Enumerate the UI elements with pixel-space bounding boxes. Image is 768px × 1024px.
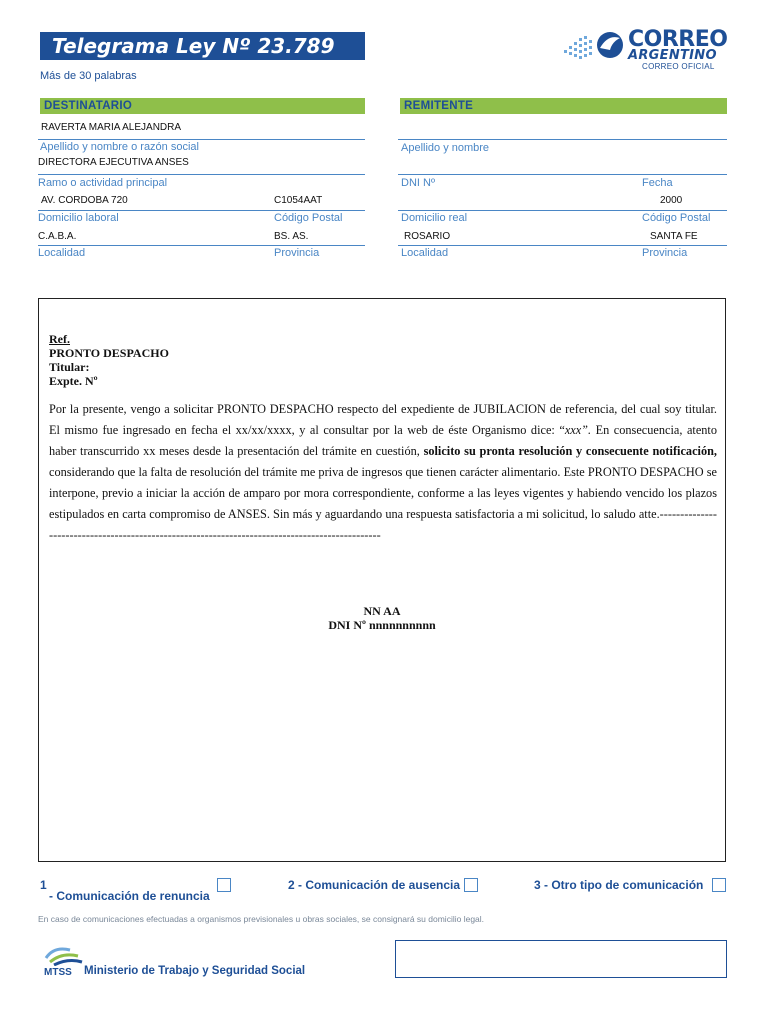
letter-expte: Expte. Nº bbox=[49, 374, 98, 388]
remitente-province-value[interactable]: SANTA FE bbox=[650, 231, 698, 242]
remitente-province-label: Provincia bbox=[642, 247, 688, 259]
remitente-top-rule bbox=[398, 139, 727, 140]
letter-body-part2: En consecuencia, atento haber transcurrido xx meses desde la presentación del trámite en cuestión, bbox=[49, 423, 717, 458]
remitente-dni-label: DNI Nº bbox=[401, 177, 435, 189]
mtss-acronym: MTSS bbox=[44, 967, 72, 978]
footer-note: En caso de comunicaciones efectuadas a organismos previsionales u obras sociales, se consignará su domicilio legal. bbox=[38, 914, 485, 924]
document-title: Telegrama Ley Nº 23.789 bbox=[52, 34, 335, 58]
remitente-date-label: Fecha bbox=[642, 177, 673, 189]
remitente-name-label: Apellido y nombre bbox=[401, 142, 490, 154]
remitente-postal-value[interactable]: 2000 bbox=[660, 195, 683, 206]
letter-reference-block bbox=[49, 332, 169, 388]
remitente-address-label: Domicilio real bbox=[401, 212, 468, 224]
letter-subject: PRONTO DESPACHO bbox=[49, 346, 169, 360]
remitente-heading: REMITENTE bbox=[400, 98, 727, 114]
letter-body-bold: solicito su pronta resolución y consecuente notificación, bbox=[423, 444, 718, 458]
remitente-locality-rule bbox=[398, 245, 727, 246]
logo-correo: CORREO bbox=[628, 27, 728, 52]
remitente-name-rule bbox=[398, 174, 727, 175]
letter-titular: Titular: bbox=[49, 360, 90, 374]
destinatario-address-value[interactable]: AV. CORDOBA 720 bbox=[41, 195, 128, 206]
signature-dni: DNI Nº nnnnnnnnnn bbox=[328, 618, 436, 632]
destinatario-locality-value[interactable]: C.A.B.A. bbox=[38, 231, 77, 242]
letter-ref: Ref. bbox=[49, 332, 70, 346]
option-1-checkbox[interactable] bbox=[217, 878, 231, 892]
correo-argentino-logo-icon bbox=[560, 28, 626, 70]
destinatario-heading: DESTINATARIO bbox=[40, 98, 365, 114]
letter-body-italic: xxx”. bbox=[564, 423, 592, 437]
logo-correo-oficial: CORREO OFICIAL bbox=[642, 62, 715, 71]
destinatario-province-label: Provincia bbox=[274, 247, 320, 259]
destinatario-activity-label: Ramo o actividad principal bbox=[38, 177, 168, 189]
destinatario-postal-value[interactable]: C1054AAT bbox=[274, 195, 323, 206]
signature-name: NN AA bbox=[363, 604, 401, 618]
option-2-checkbox[interactable] bbox=[464, 878, 478, 892]
remitente-dni-rule bbox=[398, 210, 727, 211]
destinatario-name-label: Apellido y nombre o razón social bbox=[40, 141, 199, 153]
remitente-locality-label: Localidad bbox=[401, 247, 449, 259]
destinatario-address-label: Domicilio laboral bbox=[38, 212, 119, 224]
destinatario-activity-value[interactable]: DIRECTORA EJECUTIVA ANSES bbox=[38, 157, 189, 168]
option-1-label: - Comunicación de renuncia bbox=[49, 889, 210, 903]
option-1-number: 1 bbox=[40, 878, 47, 892]
letter-body-part3: considerando que la falta de resolución del trámite me priva de ingresos que tienen carácter alimentario. Este PRONTO DESPACHO se interpone, previo a iniciar la acción de amparo por mora correspondiente, conforme a las leyes vigentes y habiendo vencido los plazos estipulados en carta compromiso de ANSES. Sin más y aguardando una respuesta satisfactoria a mi solicitud, lo saludo atte.----------------------------------------------------------------------------------------------- bbox=[49, 465, 717, 542]
destinatario-locality-label: Localidad bbox=[38, 247, 86, 259]
destinatario-locality-rule bbox=[38, 245, 365, 246]
letter-body bbox=[49, 399, 717, 546]
mtss-logo-icon bbox=[40, 944, 86, 966]
stamp-box[interactable] bbox=[395, 940, 727, 978]
remitente-locality-value[interactable]: ROSARIO bbox=[404, 231, 451, 242]
word-count-note: Más de 30 palabras bbox=[40, 70, 137, 82]
destinatario-name-value[interactable]: RAVERTA MARIA ALEJANDRA bbox=[41, 122, 182, 133]
destinatario-name-rule bbox=[38, 139, 365, 140]
remitente-postal-label: Código Postal bbox=[642, 212, 711, 224]
destinatario-province-value[interactable]: BS. AS. bbox=[274, 231, 309, 242]
option-3-label: 3 - Otro tipo de comunicación bbox=[534, 878, 704, 892]
destinatario-postal-label: Código Postal bbox=[274, 212, 343, 224]
logo-argentino: ARGENTINO bbox=[628, 48, 717, 63]
option-3-checkbox[interactable] bbox=[712, 878, 726, 892]
option-2-label: 2 - Comunicación de ausencia bbox=[288, 878, 461, 892]
letter-body-part1: Por la presente, vengo a solicitar PRONTO DESPACHO respecto del expediente de JUBILACION de referencia, del cual soy titular. El mismo fue ingresado en fecha el xx/xx/xxxx, y al consultar por la web de éste Organismo dice: “ bbox=[49, 402, 717, 437]
ministry-name: Ministerio de Trabajo y Seguridad Social bbox=[84, 965, 306, 977]
destinatario-address-rule bbox=[38, 210, 365, 211]
destinatario-activity-rule bbox=[38, 174, 365, 175]
